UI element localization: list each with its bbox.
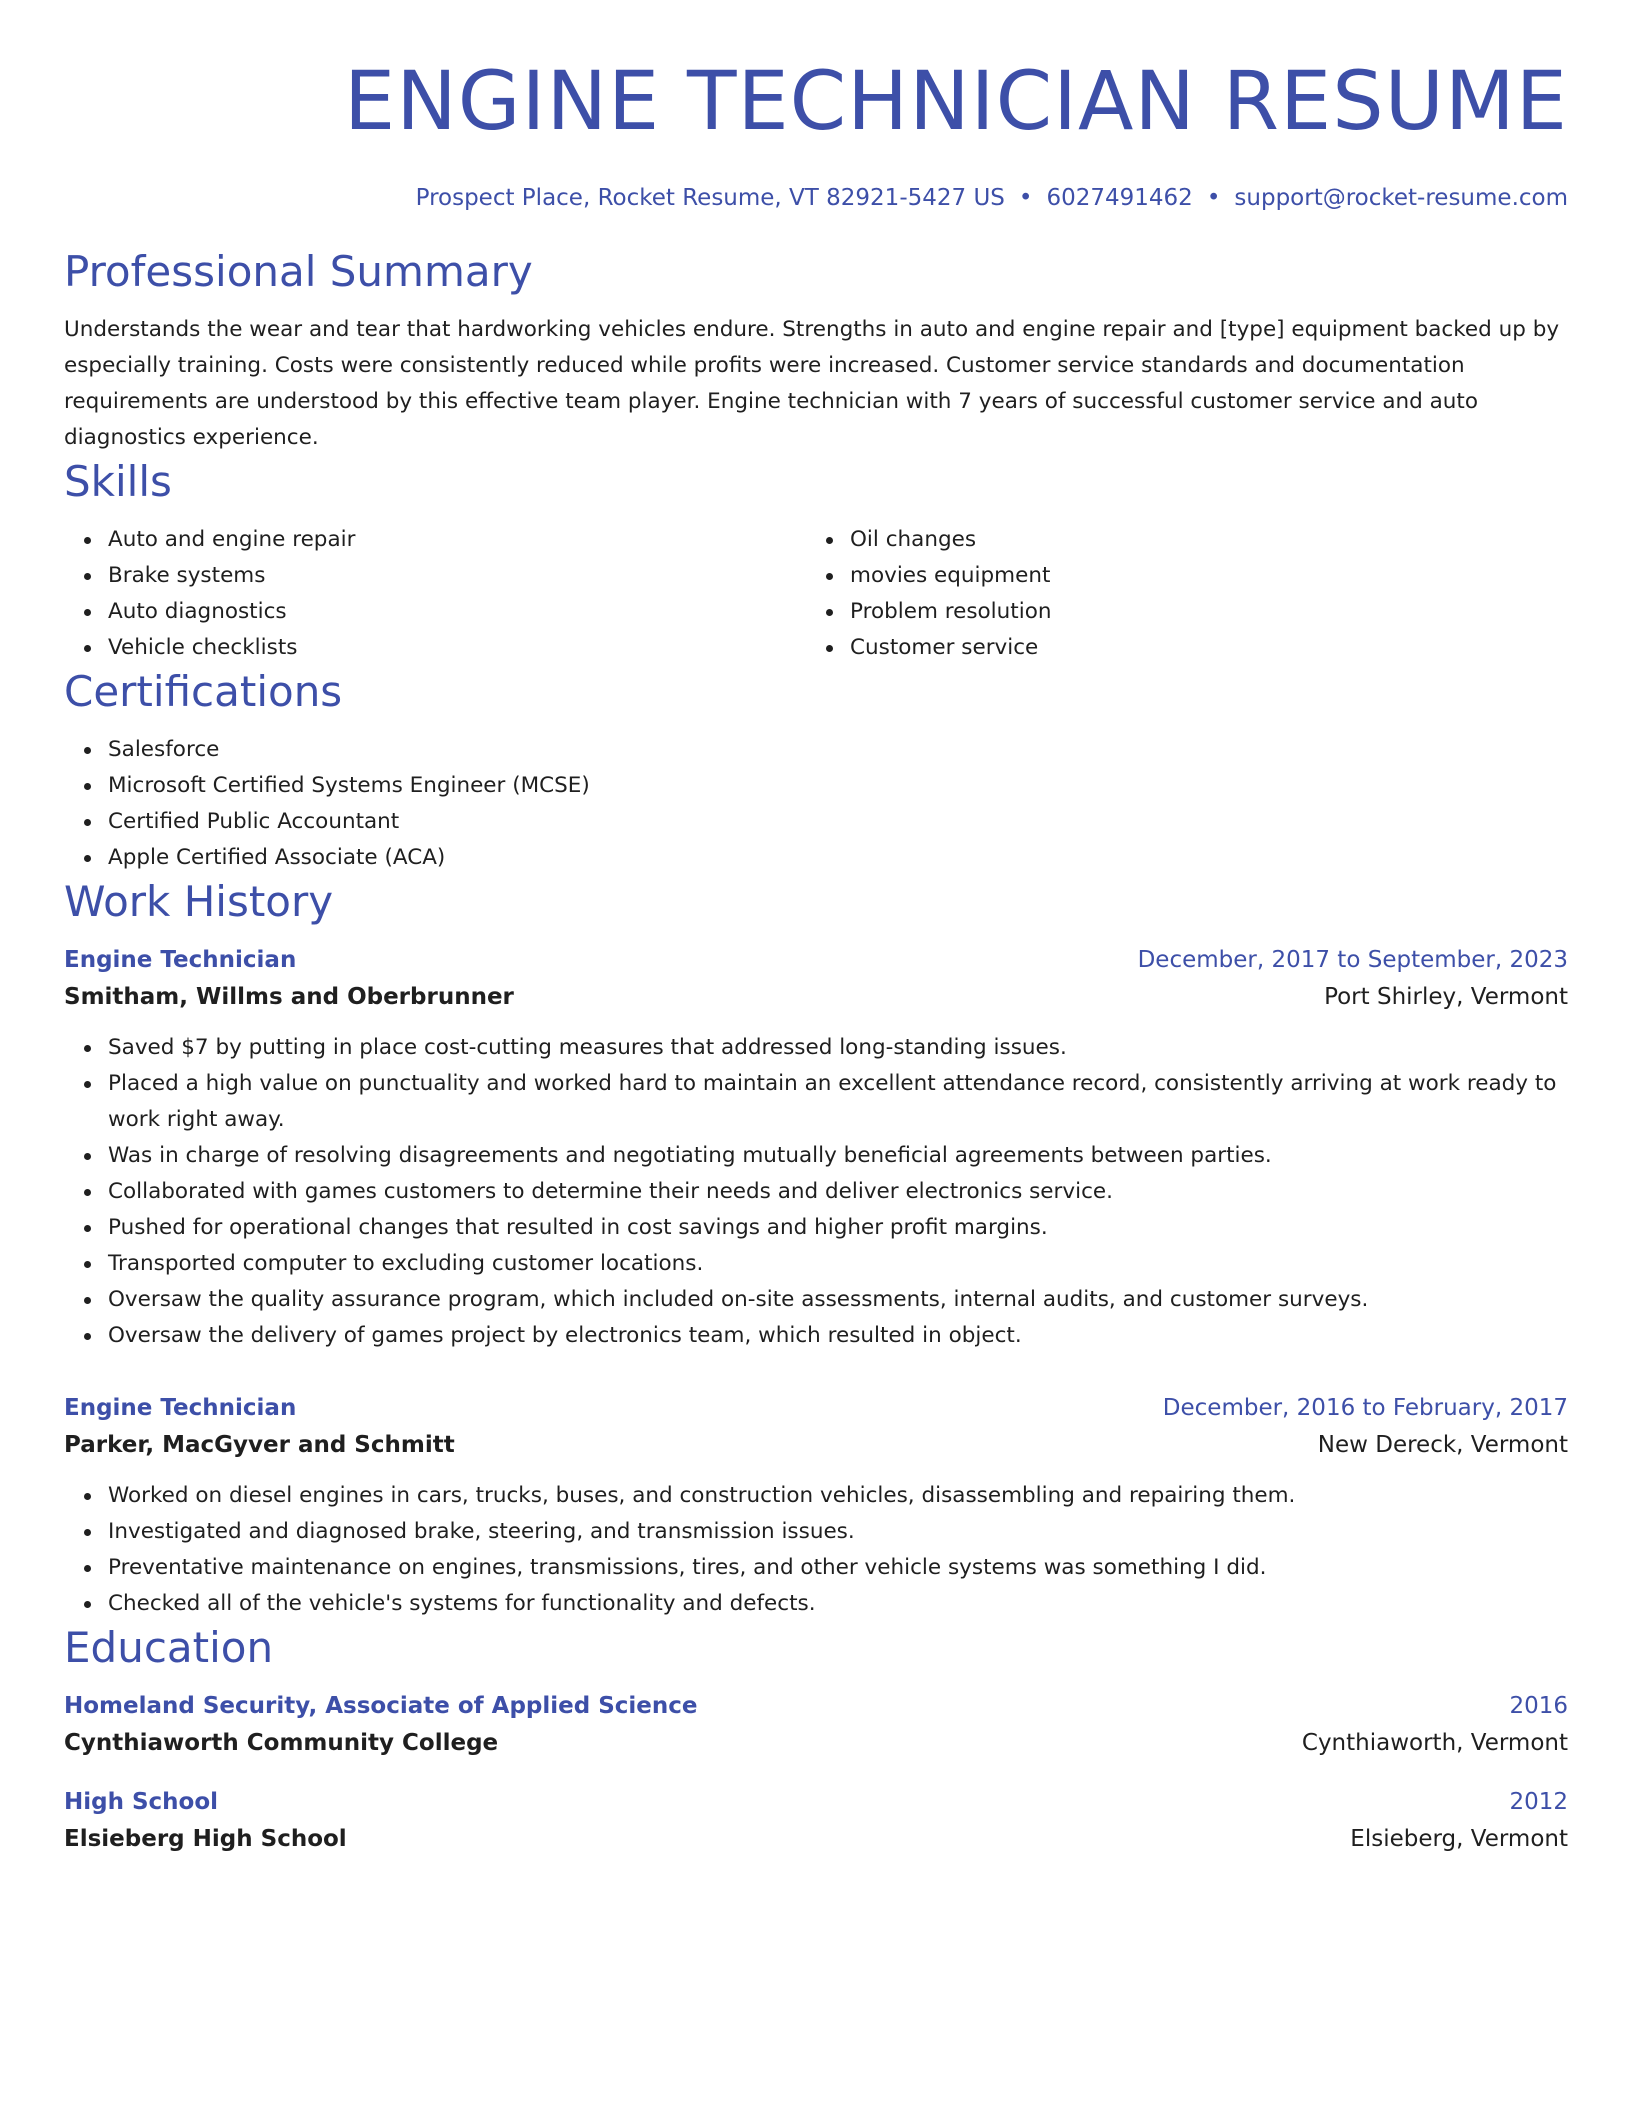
job-dates: December, 2017 to September, 2023: [1137, 947, 1568, 973]
skills-column-right: [816, 522, 1568, 666]
skill-item: Oil changes: [850, 522, 1568, 558]
education-year: 2012: [1509, 1789, 1568, 1815]
job-dates: December, 2016 to February, 2017: [1162, 1395, 1568, 1421]
skills-list: [64, 522, 1568, 666]
skill-item: Problem resolution: [850, 594, 1568, 630]
education-year: 2016: [1509, 1693, 1568, 1719]
skill-item: Auto diagnostics: [108, 594, 816, 630]
job-bullet: Pushed for operational changes that resulted in cost savings and higher profit margins.: [108, 1210, 1568, 1246]
job-company: Smitham, Willms and Oberbrunner: [64, 984, 514, 1010]
skills-column-left: [64, 522, 816, 666]
work-history-heading: Work History: [64, 877, 334, 926]
certification-item: Certified Public Accountant: [108, 804, 1568, 840]
job-entry: [64, 1390, 1568, 1622]
skill-item: Customer service: [850, 630, 1568, 666]
education-degree: High School: [64, 1789, 219, 1815]
job-title: Engine Technician: [64, 947, 297, 973]
contact-address: Prospect Place, Rocket Resume, VT 82921-5427 US: [415, 185, 1005, 211]
job-bullet: Oversaw the quality assurance program, which included on-site assessments, internal audits, and customer surveys.: [108, 1282, 1568, 1318]
job-bullet: Preventative maintenance on engines, transmissions, tires, and other vehicle systems was something I did.: [108, 1550, 1568, 1586]
contact-separator: •: [1206, 185, 1221, 211]
job-bullet: Investigated and diagnosed brake, steering, and transmission issues.: [108, 1514, 1568, 1550]
job-bullets: [64, 1478, 1568, 1622]
job-location: New Dereck, Vermont: [1317, 1432, 1568, 1458]
certifications-heading: Certifications: [64, 667, 343, 716]
job-bullet: Collaborated with games customers to determine their needs and deliver electronics service.: [108, 1174, 1568, 1210]
certification-item: Salesforce: [108, 732, 1568, 768]
skill-item: Vehicle checklists: [108, 630, 816, 666]
job-bullet: Checked all of the vehicle's systems for functionality and defects.: [108, 1586, 1568, 1622]
education-degree: Homeland Security, Associate of Applied Science: [64, 1693, 698, 1719]
job-entry: [64, 942, 1568, 1354]
contact-email[interactable]: support@rocket-resume.com: [1234, 185, 1568, 211]
skills-heading: Skills: [64, 457, 172, 506]
job-bullet: Was in charge of resolving disagreements and negotiating mutually beneficial agreements between parties.: [108, 1138, 1568, 1174]
skill-item: Auto and engine repair: [108, 522, 816, 558]
job-bullet: Transported computer to excluding customer locations.: [108, 1246, 1568, 1282]
education-school: Elsieberg High School: [64, 1826, 347, 1852]
contact-separator: •: [1018, 185, 1033, 211]
education-location: Cynthiaworth, Vermont: [1301, 1730, 1568, 1756]
resume-title: ENGINE TECHNICIAN RESUME: [344, 55, 1568, 149]
job-title: Engine Technician: [64, 1395, 297, 1421]
job-bullet: Worked on diesel engines in cars, trucks, buses, and construction vehicles, disassembling and repairing them.: [108, 1478, 1568, 1514]
contact-line: [64, 182, 1568, 214]
summary-heading: Professional Summary: [64, 247, 533, 296]
education-entry: [64, 1688, 1568, 1762]
education-heading: Education: [64, 1623, 274, 1672]
job-company: Parker, MacGyver and Schmitt: [64, 1432, 455, 1458]
job-bullet: Saved $7 by putting in place cost-cutting measures that addressed long-standing issues.: [108, 1030, 1568, 1066]
job-bullet: Oversaw the delivery of games project by electronics team, which resulted in object.: [108, 1318, 1568, 1354]
summary-text: Understands the wear and tear that hardworking vehicles endure. Strengths in auto and engine repair and [type] equipment backed up by especially training. Costs were consistently reduced while profits were increased. Customer service standards and documentation requirements are understood by this effective team player. Engine technician with 7 years of successful customer service and auto diagnostics experience.: [64, 317, 1560, 450]
education-location: Elsieberg, Vermont: [1350, 1826, 1568, 1852]
certifications-list: [64, 732, 1568, 876]
job-bullet: Placed a high value on punctuality and worked hard to maintain an excellent attendance record, consistently arriving at work ready to work right away.: [108, 1066, 1568, 1138]
skill-item: movies equipment: [850, 558, 1568, 594]
contact-phone[interactable]: 6027491462: [1046, 185, 1193, 211]
certification-item: Microsoft Certified Systems Engineer (MCSE): [108, 768, 1568, 804]
education-school: Cynthiaworth Community College: [64, 1730, 499, 1756]
certification-item: Apple Certified Associate (ACA): [108, 840, 1568, 876]
job-bullets: [64, 1030, 1568, 1354]
education-entry: [64, 1784, 1568, 1858]
job-location: Port Shirley, Vermont: [1324, 984, 1568, 1010]
skill-item: Brake systems: [108, 558, 816, 594]
